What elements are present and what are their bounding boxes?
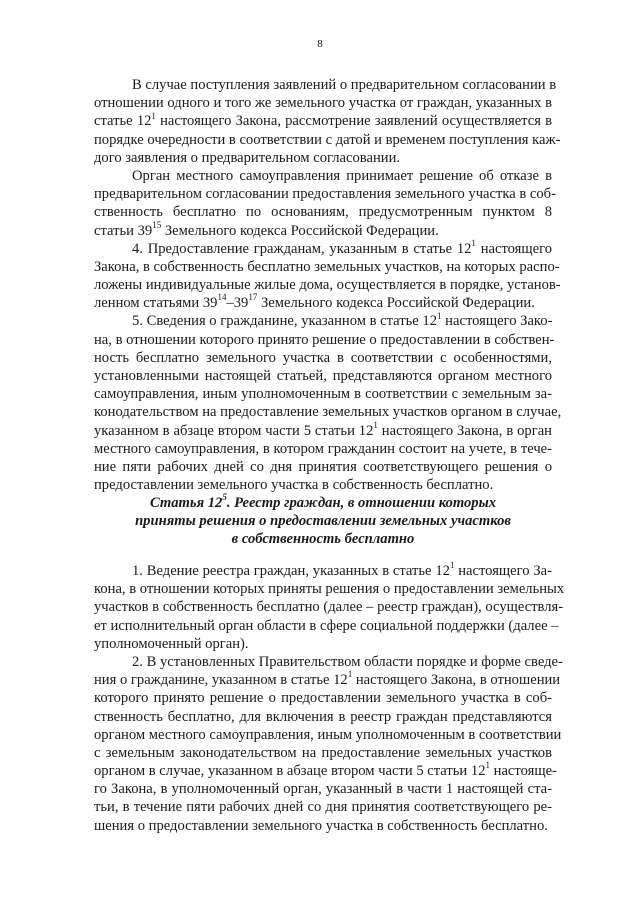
- text-line: кона, в отношении которых приняты решения о предоставлении земельных: [94, 581, 565, 598]
- superscript: 1: [449, 560, 455, 571]
- text-line: Статья $12^5$. Реестр граждан, в отношении которых: [149, 492, 497, 511]
- text-line: ственность бесплатно, для включения в реестр граждан представляются: [94, 708, 552, 725]
- text-line: ет исполнительный орган области в сфере социальной поддержки (далее –: [94, 617, 559, 634]
- superscript: 1: [485, 760, 490, 771]
- text-line: предоставлении земельного участка в собственность бесплатно.: [94, 477, 494, 494]
- superscript: 1: [347, 669, 353, 680]
- paragraph: [94, 76, 561, 167]
- text-line: в собственность бесплатно: [231, 531, 415, 548]
- text-line: тьи, в течение пяти рабочих дней со дня принятия соответствующего ре-: [94, 799, 552, 816]
- text-line: Орган местного самоуправления принимает решение об отказе в: [132, 167, 552, 184]
- text-line: ние пяти рабочих дней со дня принятия соответствующего решения о: [94, 458, 552, 475]
- superscript: 17: [248, 292, 258, 303]
- text-line: го Закона, в уполномоченный орган, указанный в части 1 настоящей ста-: [94, 781, 552, 798]
- text-block-lower: [94, 560, 565, 835]
- paragraph: [94, 237, 561, 313]
- superscript: 1: [373, 419, 378, 430]
- text-line: 5. Сведения о гражданине, указанном в статье $12^1$ настоящего Зако-: [132, 310, 553, 330]
- superscript: 14: [217, 292, 227, 303]
- text-line: дого заявления о предварительном согласовании.: [94, 149, 401, 166]
- text-line: шения о предоставлении земельного участка в собственность бесплатно.: [94, 817, 548, 834]
- text-line: установленными настоящей статьей, представляются органом местного: [94, 368, 552, 384]
- text-line: конодательством на предоставление земельных участков органом в случае,: [94, 404, 562, 421]
- text-line: ность бесплатно земельного участка в соответствии с особенностями,: [94, 349, 552, 366]
- text-line: Закона, в собственность бесплатно земельных участков, на которых распо-: [94, 258, 560, 275]
- text-line: местного самоуправления, в котором гражданин состоит на учете, в тече-: [94, 440, 552, 457]
- text-line: порядке очередности в соответствии с датой и временем поступления каж-: [94, 131, 561, 148]
- text-line: органом в случае, указанном в абзаце втором части 5 статьи $12^1$ настояще-: [94, 760, 557, 780]
- text-line: органом местного самоуправления, иным уполномоченным в соответствии: [94, 726, 562, 743]
- text-line: приняты решения о предоставлении земельных участков: [135, 513, 511, 530]
- text-line: которого принято решение о предоставлении земельного участка в соб-: [94, 690, 552, 707]
- text-line: участков в собственность бесплатно (далее – реестр граждан), осуществля-: [94, 599, 564, 616]
- text-line: предварительном согласовании предоставления земельного участка в соб-: [94, 186, 556, 203]
- text-line: ленном статьями $39^{14}-39^{17}$ Земельного кодекса Российской Федерации.: [94, 292, 535, 312]
- text-line: 2. В установленных Правительством области порядке и форме сведе-: [132, 653, 563, 670]
- text-line: уполномоченный орган).: [94, 635, 249, 652]
- superscript: 15: [152, 219, 162, 230]
- text-line: 1. Ведение реестра граждан, указанных в статье $12^1$ настоящего За-: [132, 560, 553, 579]
- text-line: самоуправления, иным уполномоченным в соответствии с земельным за-: [94, 386, 552, 403]
- text-line: статьи $39^{15}$ Земельного кодекса Российской Федерации.: [94, 219, 439, 239]
- paragraph: [94, 167, 556, 240]
- superscript: 1: [151, 110, 156, 121]
- text-line: ния о гражданине, указанном в статье $12^1$ настоящего Закона, в отношении: [94, 669, 561, 689]
- text-line: на, в отношении которого принято решение о предоставлении в собствен-: [94, 331, 555, 348]
- article-heading: [94, 494, 552, 549]
- text-line: указанном в абзаце втором части 5 статьи $12^1$ настоящего Закона, в орган: [94, 419, 552, 439]
- superscript: 1: [471, 237, 476, 248]
- superscript: 1: [437, 310, 442, 321]
- text-line: с земельным законодательством на предоставление земельных участков: [94, 744, 552, 761]
- text-line: В случае поступления заявлений о предварительном согласовании в: [132, 77, 557, 93]
- text-line: ственность бесплатно по основаниям, предусмотренным пунктом 8: [94, 204, 552, 221]
- text-line: 4. Предоставление гражданам, указанным в статье $12^1$ настоящего: [132, 237, 553, 257]
- text-block-upper: [94, 76, 562, 494]
- text-line: отношении одного и того же земельного участка от граждан, указанных в: [94, 95, 552, 112]
- paragraph: [94, 310, 562, 494]
- page-number: 8: [317, 38, 323, 50]
- superscript: 5: [222, 492, 227, 503]
- text-line: ложены индивидуальные жилые дома, осуществляется в порядке, установ-: [94, 277, 561, 294]
- text-line: статье $12^1$ настоящего Закона, рассмотрение заявлений осуществляется в: [94, 110, 552, 130]
- paragraph: [94, 653, 563, 835]
- paragraph: [94, 560, 565, 653]
